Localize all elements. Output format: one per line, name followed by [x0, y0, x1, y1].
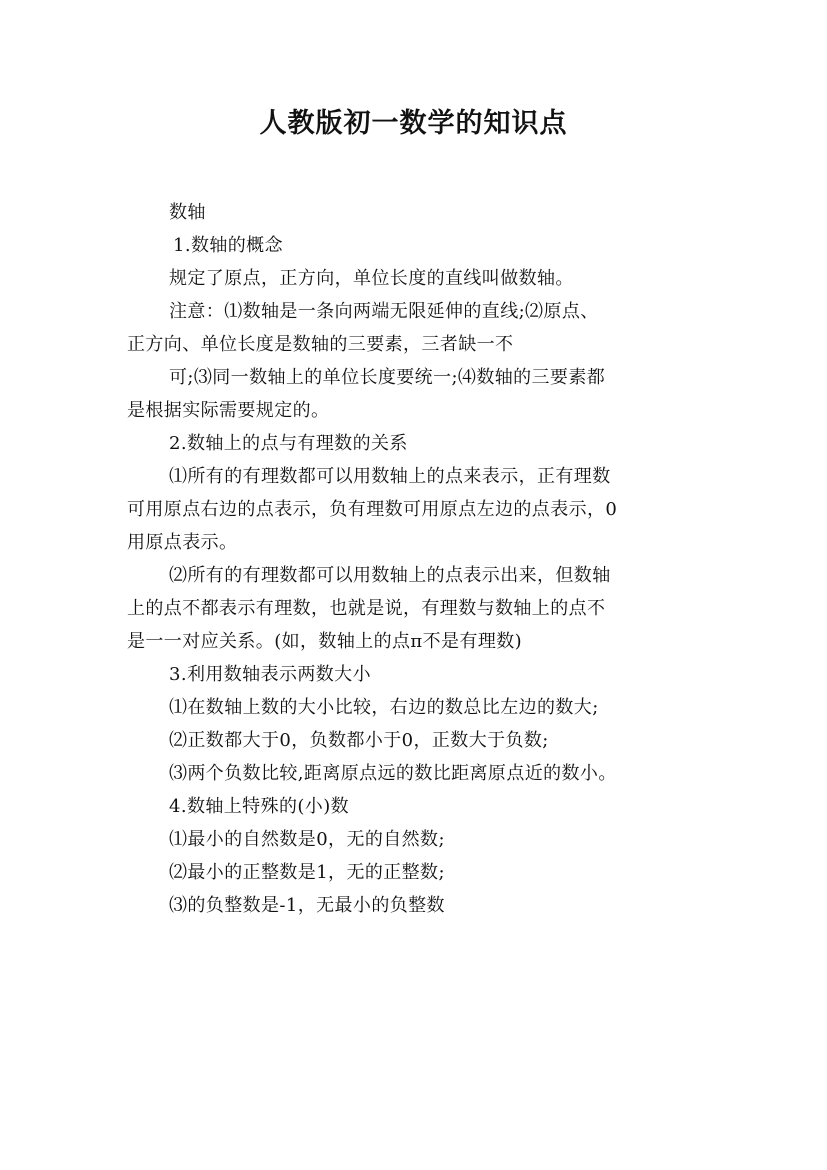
subheading-special-numbers: 4.数轴上特殊的(小)数: [169, 796, 350, 817]
paragraph-line: 可用原点右边的点表示，负有理数可用原点左边的点表示，0: [127, 499, 618, 520]
document-title: 人教版初一数学的知识点: [259, 108, 568, 139]
subheading-points-rationals: 2.数轴上的点与有理数的关系: [169, 433, 408, 454]
paragraph-line: 用原点表示。: [127, 532, 238, 553]
paragraph-line: ⑴在数轴上数的大小比较，右边的数总比左边的数大;: [169, 697, 599, 718]
paragraph-line: ⑴最小的自然数是0，无的自然数;: [169, 829, 445, 850]
paragraph-line: 注意：⑴数轴是一条向两端无限延伸的直线;⑵原点、: [169, 301, 599, 322]
paragraph-line: ⑵最小的正整数是1，无的正整数;: [169, 862, 445, 883]
paragraph-line: 是根据实际需要规定的。: [127, 400, 330, 421]
paragraph-line: ⑶两个负数比较,距离原点远的数比距离原点近的数小。: [169, 763, 617, 784]
paragraph-line: 是一一对应关系。(如，数轴上的点π不是有理数): [127, 631, 523, 652]
paragraph-line: 可;⑶同一数轴上的单位长度要统一;⑷数轴的三要素都: [169, 367, 606, 388]
subheading-compare: 3.利用数轴表示两数大小: [169, 664, 371, 685]
paragraph-line: 上的点不都表示有理数，也就是说，有理数与数轴上的点不: [127, 598, 606, 619]
subheading-concept: 1.数轴的概念: [173, 235, 283, 256]
paragraph-line: ⑴所有的有理数都可以用数轴上的点来表示，正有理数: [169, 466, 611, 487]
paragraph-line: ⑵正数都大于0，负数都小于0，正数大于负数;: [169, 730, 549, 751]
document-body: [127, 196, 707, 922]
paragraph-line: ⑵所有的有理数都可以用数轴上的点表示出来，但数轴: [169, 565, 611, 586]
paragraph-line: 规定了原点，正方向，单位长度的直线叫做数轴。: [169, 268, 574, 289]
paragraph-line: ⑶的负整数是-1，无最小的负整数: [169, 895, 445, 916]
section-heading-number-line: 数轴: [169, 202, 206, 223]
paragraph-line: 正方向、单位长度是数轴的三要素，三者缺一不: [127, 334, 514, 355]
